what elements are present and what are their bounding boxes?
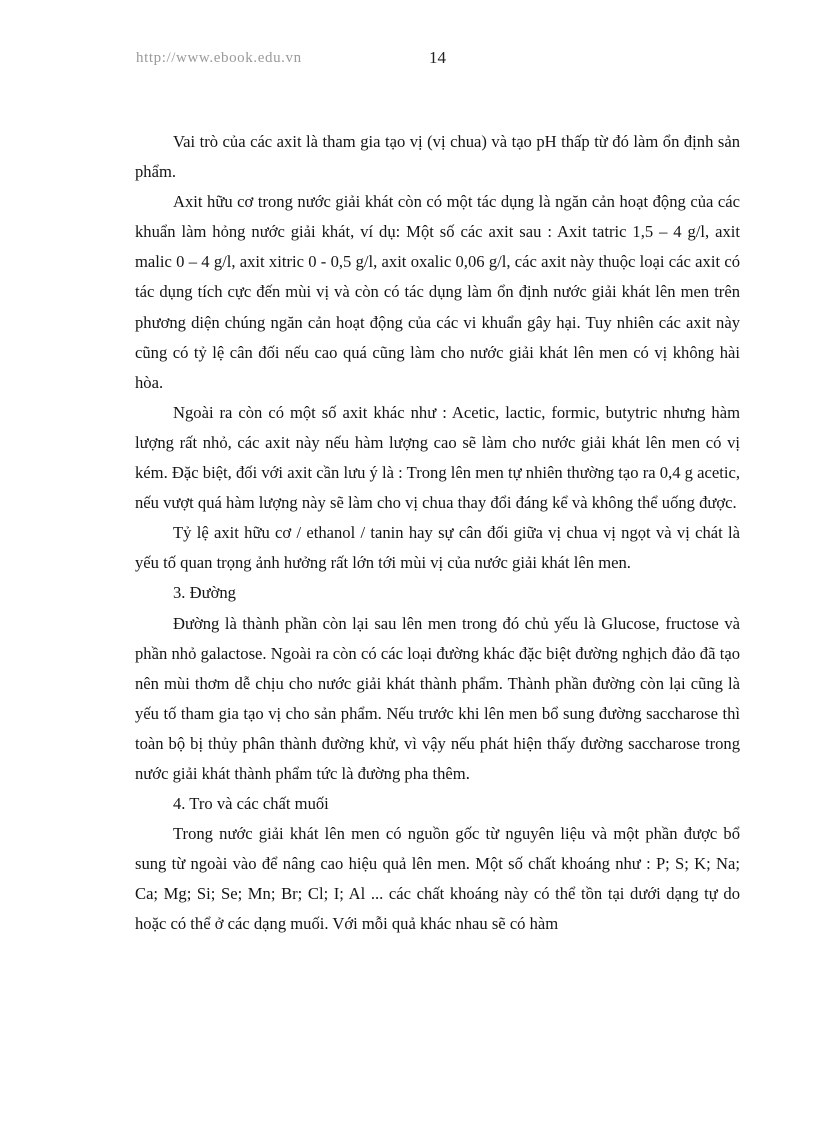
document-body xyxy=(135,127,740,940)
paragraph-sugar: Đường là thành phần còn lại sau lên men trong đó chủ yếu là Glucose, fructose và phần nhỏ galactose. Ngoài ra còn có các loại đường khác đặc biệt đường nghịch đảo đã tạo nên mùi thơm dễ chịu cho nước giải khát thành phẩm. Thành phần đường còn lại cũng là yếu tố tham gia tạo vị cho sản phẩm. Nếu trước khi lên men bổ sung đường saccharose thì toàn bộ bị thủy phân thành đường khử, vì vậy nếu phát hiện thấy đường saccharose trong nước giải khát thành phẩm tức là đường pha thêm. xyxy=(135,613,740,783)
section-heading-ash-salts: 4. Tro và các chất muối xyxy=(173,794,329,814)
paragraph-minerals: Trong nước giải khát lên men có nguồn gốc từ nguyên liệu và một phần được bổ sung từ ngoài vào để nâng cao hiệu quả lên men. Một số chất khoáng như : P; S; K; Na; Ca; Mg; Si; Se; Mn; Br; Cl; I; Al ... các chất khoáng này có thể tồn tại dưới dạng tự do hoặc có thể ở các dạng muối. Với mỗi quả khác nhau sẽ có hàm xyxy=(135,824,740,934)
paragraph-acid-ratio: Tỷ lệ axit hữu cơ / ethanol / tanin hay sự cân đối giữa vị chua vị ngọt và vị chát là yếu tố quan trọng ảnh hưởng rất lớn tới mùi vị của nước giải khát lên men. xyxy=(135,523,740,573)
paragraph-organic-acids: Axit hữu cơ trong nước giải khát còn có một tác dụng là ngăn cản hoạt động của các khuẩn làm hỏng nước giải khát, ví dụ: Một số các axit sau : Axit tatric 1,5 – 4 g/l, axit malic 0 – 4 g/l, axit xitric 0 - 0,5 g/l, axit oxalic 0,06 g/l, các axit này thuộc loại các axit có tác dụng tích cực đến mùi vị và còn có tác dụng làm ổn định nước giải khát lên men trên phương diện chúng ngăn cản hoạt động của các vi khuẩn gây hại. Tuy nhiên các axit này cũng có tỷ lệ cân đối nếu cao quá cũng làm cho nước giải khát lên men có vị không hài hòa. xyxy=(135,192,740,392)
section-heading-sugar: 3. Đường xyxy=(173,583,236,603)
header-url: http://www.ebook.edu.vn xyxy=(136,50,302,66)
paragraph-acid-role: Vai trò của các axit là tham gia tạo vị (vị chua) và tạo pH thấp từ đó làm ổn định sản phẩm. xyxy=(135,132,740,182)
paragraph-other-acids: Ngoài ra còn có một số axit khác như : Acetic, lactic, formic, butytric nhưng hàm lượng rất nhỏ, các axit này nếu hàm lượng cao sẽ làm cho nước giải khát lên men có vị kém. Đặc biệt, đối với axit cần lưu ý là : Trong lên men tự nhiên thường tạo ra 0,4 g acetic, nếu vượt quá hàm lượng này sẽ làm cho vị chua thay đổi đáng kể và không thể uống được. xyxy=(135,402,740,513)
page-number: 14 xyxy=(429,48,446,67)
page-header xyxy=(136,50,736,72)
